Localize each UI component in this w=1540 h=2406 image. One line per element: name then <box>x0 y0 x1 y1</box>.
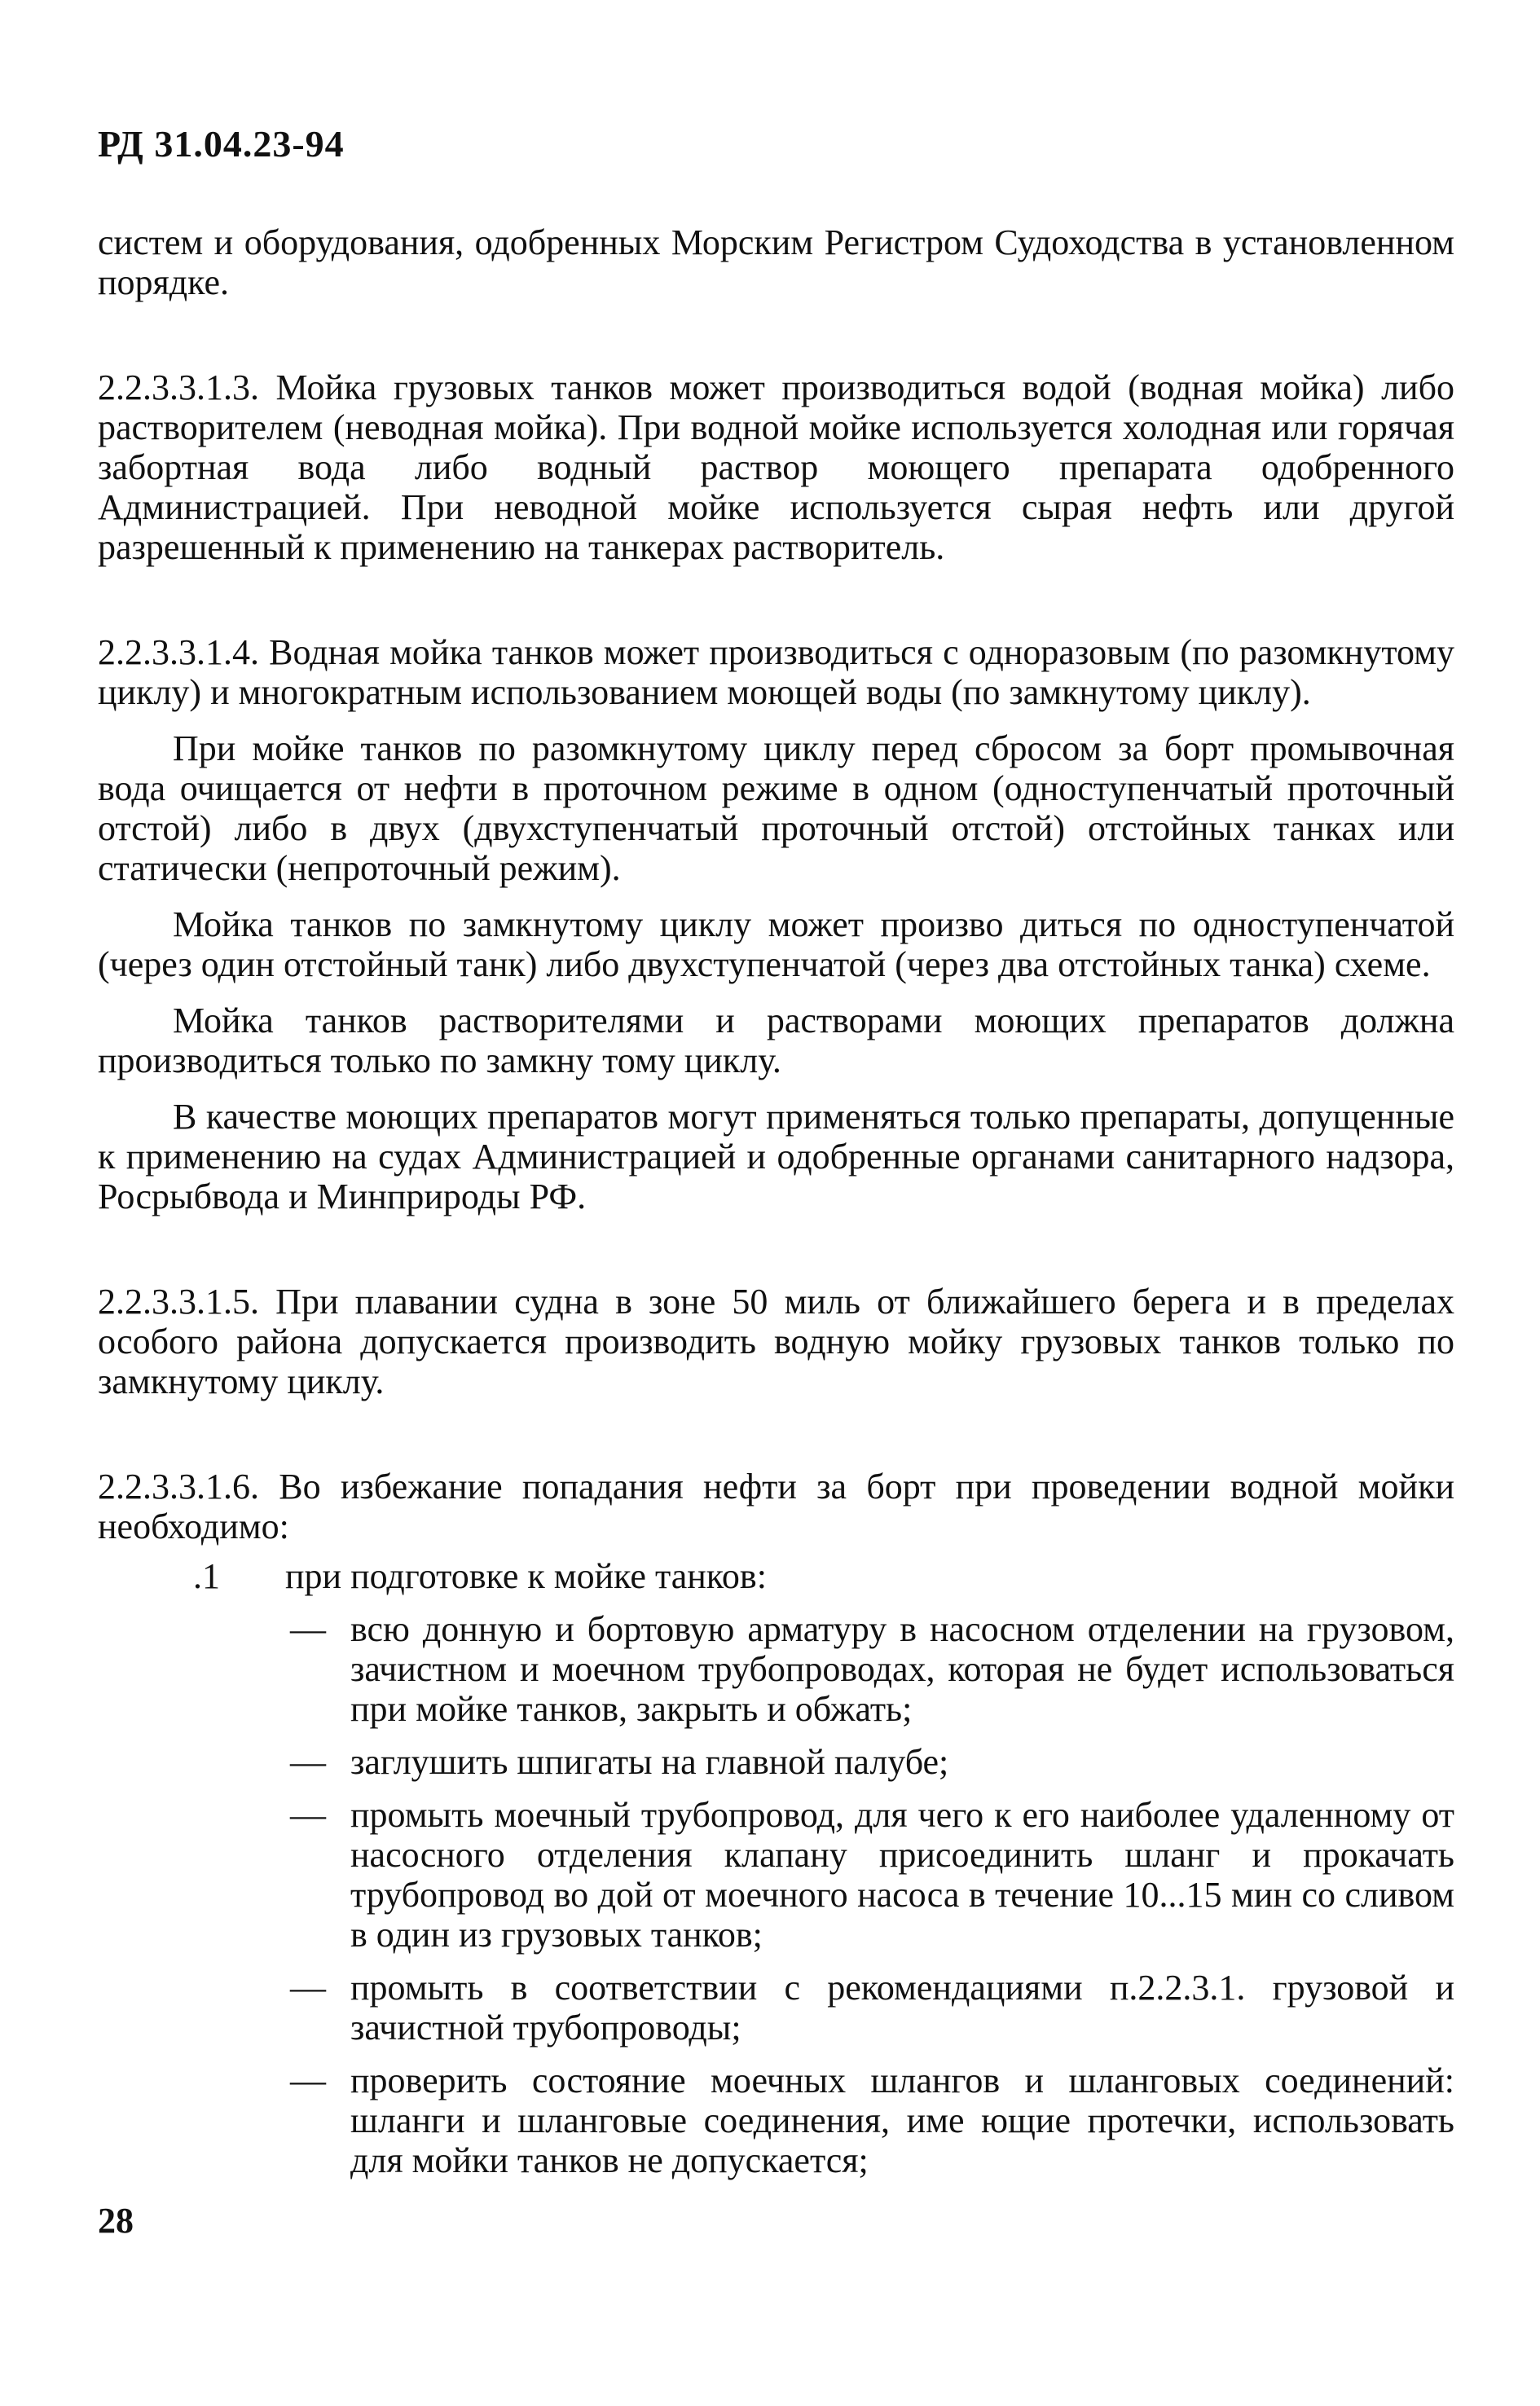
paragraph-2-2-3-3-1-3: 2.2.3.3.1.3. Мойка грузовых танков может производиться водой (водная мойка) либо растворителем (неводная мойка). При водной мойке используется холодная или горячая забортная вода либо водный раствор моющего препарата одобренного Администрацией. При неводной мойке используется сырая нефть или другой разрешенный к применению на танкерах растворитель. <box>98 367 1454 567</box>
document-page <box>98 122 1454 2180</box>
dash-item <box>98 1795 1454 1955</box>
dash-item <box>98 1968 1454 2048</box>
paragraph-solvents: Мойка танков растворителями и растворами моющих препаратов должна производиться только по замкну тому циклу. <box>98 1001 1454 1080</box>
dash-marker: — <box>290 1795 326 1835</box>
dash-marker: — <box>290 1742 326 1782</box>
paragraph-continuation: систем и оборудования, одобренных Морским Регистром Судоходства в установленном порядке. <box>98 222 1454 302</box>
dash-marker: — <box>290 1609 326 1649</box>
dash-item-text: промыть моечный трубопровод, для чего к его наиболее удаленному от насосного отделения клапану присоединить шланг и прокачать трубопровод во дой от моечного насоса в течение 10...15 мин со сливом в один из грузовых танков; <box>350 1795 1454 1955</box>
dash-item-text: заглушить шпигаты на главной палубе; <box>350 1742 949 1782</box>
dash-item-text: проверить состояние моечных шлангов и шланговых соединений: шланги и шланговые соединения, име ющие протечки, использовать для мойки танков не допускается; <box>350 2061 1454 2180</box>
dash-item <box>98 1609 1454 1729</box>
document-header: РД 31.04.23-94 <box>98 123 345 165</box>
list-item-text: при подготовке к мойке танков: <box>285 1556 767 1596</box>
dash-item-text: всю донную и бортовую арматуру в насосном отделении на грузовом, зачистном и моечном трубопроводах, которая не будет использоваться при мойке танков, закрыть и обжать; <box>350 1609 1454 1729</box>
dash-item <box>98 2061 1454 2180</box>
paragraph-2-2-3-3-1-5: 2.2.3.3.1.5. При плавании судна в зоне 50 миль от ближайшего берега и в пределах особого района допускается производить водную мойку грузовых танков только по замкнутому циклу. <box>98 1282 1454 1401</box>
dash-item-text: промыть в соответствии с рекомендациями п.2.2.3.1. грузовой и зачистной трубопроводы; <box>350 1968 1454 2048</box>
paragraph-open-cycle: При мойке танков по разомкнутому циклу перед сбросом за борт промывочная вода очищается от нефти в проточном режиме в одном (одноступенчатый проточный отстой) либо в двух (двухступенчатый проточный отстой) отстойных танках или статически (непроточный режим). <box>98 728 1454 888</box>
paragraph-2-2-3-3-1-6: 2.2.3.3.1.6. Во избежание попадания нефти за борт при проведении водной мойки необходимо: <box>98 1467 1454 1546</box>
paragraph-2-2-3-3-1-4: 2.2.3.3.1.4. Водная мойка танков может производиться с одноразовым (по разомкнутому циклу) и многократным использованием моющей воды (по замкнутому циклу). <box>98 632 1454 712</box>
dash-marker: — <box>290 1968 326 2008</box>
page-number: 28 <box>98 2201 134 2241</box>
list-marker: .1 <box>193 1556 220 1596</box>
list-item-1 <box>98 1556 1454 1596</box>
dash-marker: — <box>290 2061 326 2100</box>
paragraph-detergents: В качестве моющих препаратов могут применяться только препараты, допущенные к применению на судах Администрацией и одобренные органами санитарного надзора, Росрыбвода и Минприроды РФ. <box>98 1097 1454 1216</box>
paragraph-closed-cycle: Мойка танков по замкнутому циклу может произво диться по одноступенчатой (через один отстойный танк) либо двухступенчатой (через два отстойных танка) схеме. <box>98 904 1454 984</box>
dash-item <box>98 1742 1454 1782</box>
